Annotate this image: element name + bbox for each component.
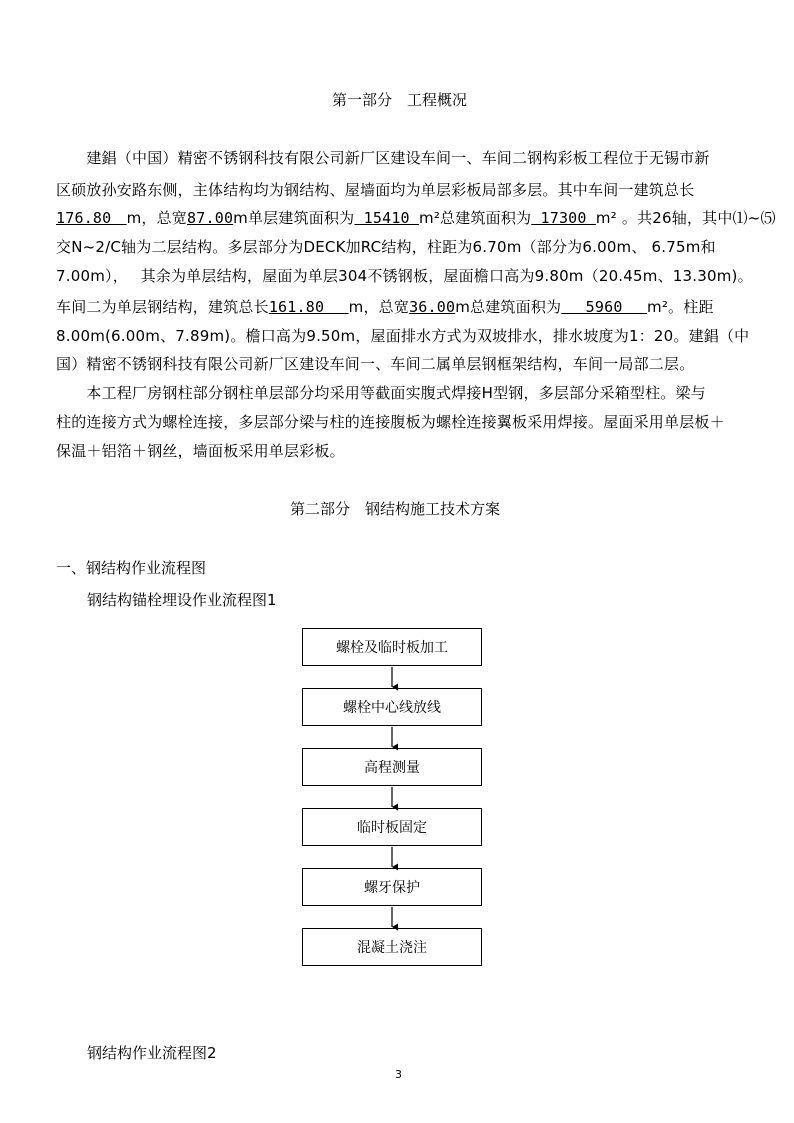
underlined-value: 161.80 xyxy=(268,298,349,316)
text-run: m，总宽 xyxy=(126,209,188,227)
underlined-value: 176.80 xyxy=(56,209,127,227)
text-run: 交N~2/C轴为二层结构。多层部分为DECK加RC结构，柱距为6.70m（部分为6.00m、 6.75m和 xyxy=(56,238,716,256)
text-run: 本工程厂房钢柱部分钢柱单层部分均采用等截面实腹式焊接H型钢，多层部分采箱型柱。梁与 xyxy=(56,384,706,402)
underlined-value: 5960 xyxy=(561,298,648,316)
underlined-value: 15410 xyxy=(354,209,420,227)
flow-step-bolt-centerline-layout: 螺栓中心线放线 xyxy=(302,688,482,726)
flow-step-concrete-pouring: 混凝土浇注 xyxy=(302,928,482,966)
text-run: m²总建筑面积为 xyxy=(419,209,532,227)
text-run: 国）精密不锈钢科技有限公司新厂区建设车间一、车间二属单层钢框架结构，车间一局部二层。 xyxy=(56,355,695,373)
text-run: 8.00m(6.00m、7.89m)。檐口高为9.50m，屋面排水方式为双坡排水，排水坡度为1：20。建錩（中 xyxy=(56,327,750,345)
text-run: m单层建筑面积为 xyxy=(233,209,355,227)
flow-step-temp-plate-fixing: 临时板固定 xyxy=(302,808,482,846)
part1-title: 第一部分 工程概况 xyxy=(332,91,468,109)
text-run: m²。柱距 xyxy=(647,298,714,316)
text-run: 区硕放孙安路东侧，主体结构均为钢结构、屋墙面均为单层彩板局部多层。其中车间一建筑总长 xyxy=(56,181,695,199)
section-heading-flowcharts: 一、钢结构作业流程图 xyxy=(56,559,207,577)
part2-title: 第二部分 钢结构施工技术方案 xyxy=(290,500,501,518)
text-run: 7.00m）， 其余为单层结构，屋面为单层304不锈钢板，屋面檐口高为9.80m（20.45m、13.30m)。 xyxy=(56,267,753,285)
underlined-value: 17300 xyxy=(531,209,596,227)
page-number: 3 xyxy=(395,1068,402,1081)
text-run: 保温＋铝箔＋钢丝，墙面板采用单层彩板。 xyxy=(56,442,345,460)
flow-step-bolt-plate-processing: 螺栓及临时板加工 xyxy=(302,628,482,666)
text-run: m，总宽 xyxy=(348,298,410,316)
text-run: 车间二为单层钢结构，建筑总长 xyxy=(56,298,269,316)
underlined-value: 87.00 xyxy=(187,209,234,227)
flowchart2-caption: 钢结构作业流程图2 xyxy=(87,1044,217,1062)
flowchart1-caption: 钢结构锚栓埋设作业流程图1 xyxy=(87,591,277,609)
text-run: m² 。共26轴，其中⑴~⑸ xyxy=(595,209,776,227)
flow-step-thread-protection: 螺牙保护 xyxy=(302,868,482,906)
flow-step-elevation-survey: 高程测量 xyxy=(302,748,482,786)
underlined-value: 36.00 xyxy=(409,298,456,316)
text-run: 建錩（中国）精密不锈钢科技有限公司新厂区建设车间一、车间二钢构彩板工程位于无锡市新 xyxy=(56,149,710,167)
text-run: 柱的连接方式为螺栓连接，多层部分梁与柱的连接腹板为螺栓连接翼板采用焊接。屋面采用单层板＋ xyxy=(56,413,725,431)
text-run: m总建筑面积为 xyxy=(455,298,562,316)
